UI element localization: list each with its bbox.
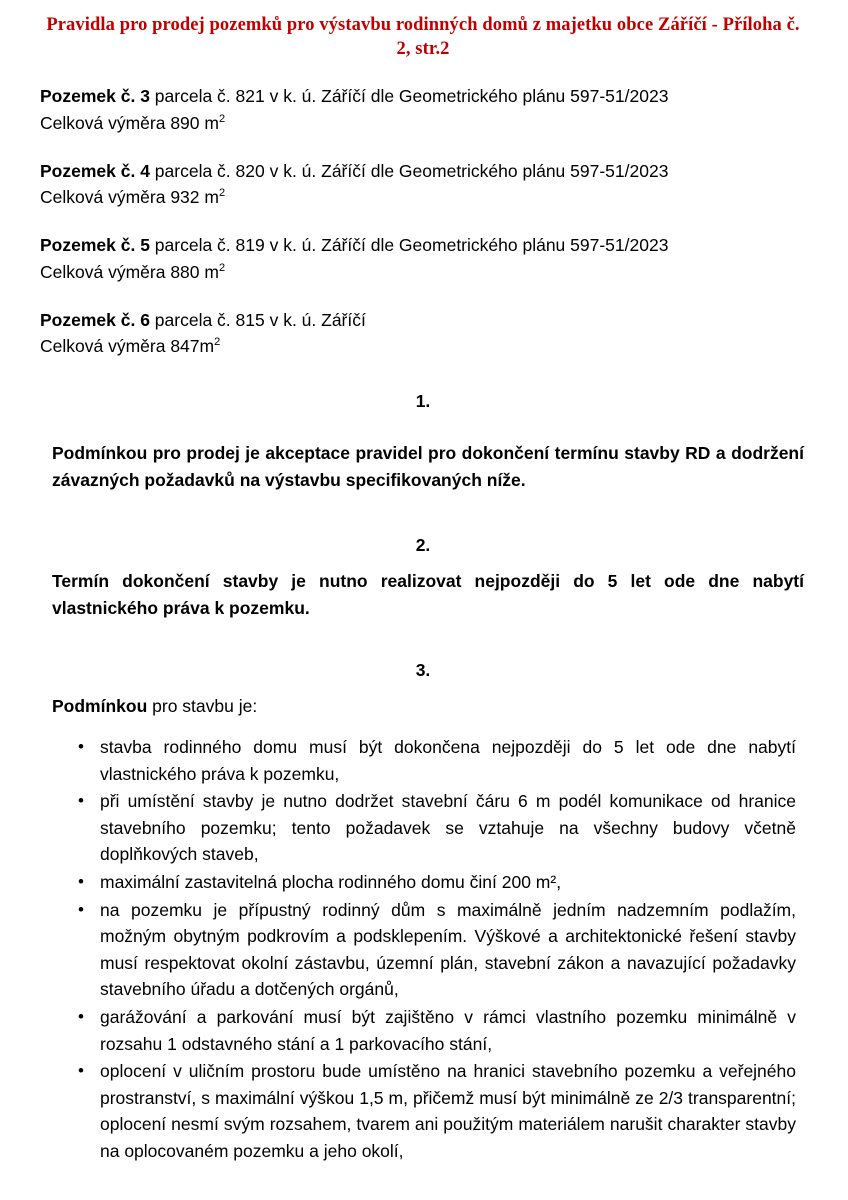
parcel-area xyxy=(40,184,808,210)
parcel-area xyxy=(40,333,808,359)
section-number-3: 3. xyxy=(415,659,431,680)
parcel-heading xyxy=(40,307,808,333)
page-title: Pravidla pro prodej pozemků pro výstavbu rodinných domů z majetku obce Záříčí - Příloha č. 2, str.2 xyxy=(46,15,800,59)
section-3-lead-rest: pro stavbu je: xyxy=(147,695,258,716)
parcel-area-text: Celková výměra 932 m xyxy=(40,187,219,208)
conditions-list xyxy=(38,734,808,1165)
parcel-detail: parcela č. 815 v k. ú. Záříčí xyxy=(154,309,366,330)
parcel-area xyxy=(40,110,808,136)
parcel-label: Pozemek č. 5 xyxy=(40,235,150,256)
parcel-area-superscript: 2 xyxy=(214,336,221,349)
section-3-lead-bold: Podmínkou xyxy=(52,695,148,716)
section-text-1: Podmínkou pro prodej je akceptace pravidel pro dokončení termínu stavby RD a dodržení závazných požadavků na výstavbu specifikovaných níže. xyxy=(52,443,804,491)
parcel-heading xyxy=(40,158,808,184)
list-item: • oplocení v uličním prostoru bude umístěno na hranici stavebního pozemku a veřejného prostranství, s maximální výškou 1,5 m, přičemž musí být minimálně ze 2/3 transparentní; oplocení nesmí svým rozsahem, tvarem ani použitým materiálem narušit charakter stavby na oplocovaném pozemku a jeho okolí, xyxy=(100,1058,808,1164)
parcel-heading xyxy=(40,232,808,258)
parcel-label: Pozemek č. 6 xyxy=(40,309,150,330)
parcel-entry-5 xyxy=(38,232,808,285)
section-text-2: Termín dokončení stavby je nutno realizovat nejpozději do 5 let ode dne nabytí vlastnického práva k pozemku. xyxy=(52,570,804,618)
parcel-detail: parcela č. 819 v k. ú. Záříčí dle Geometrického plánu 597-51/2023 xyxy=(154,235,669,256)
parcel-area-superscript: 2 xyxy=(218,112,226,125)
parcel-detail: parcela č. 821 v k. ú. Záříčí dle Geometrického plánu 597-51/2023 xyxy=(154,86,669,107)
section-text-3 xyxy=(38,693,808,720)
parcel-entry-3 xyxy=(38,83,808,136)
parcel-entry-6 xyxy=(38,307,808,360)
parcel-label: Pozemek č. 3 xyxy=(40,86,150,107)
parcel-label: Pozemek č. 4 xyxy=(40,160,150,181)
list-item: • stavba rodinného domu musí být dokončena nejpozději do 5 let ode dne nabytí vlastnického práva k pozemku, xyxy=(100,734,808,787)
parcel-area-text: Celková výměra 890 m xyxy=(40,112,219,133)
list-item: • garážování a parkování musí být zajištěno v rámci vlastního pozemku minimálně v rozsahu 1 odstavného stání a 1 parkovacího stání, xyxy=(100,1004,808,1057)
list-item: • na pozemku je přípustný rodinný dům s maximálně jedním nadzemním podlažím, možným obytným podkrovím a podsklepením. Výškové a architektonické řešení stavby musí respektovat okolní zástavbu, územní plán, stavební zákon a navazující požadavky stavebního úřadu a dotčených orgánů, xyxy=(100,897,808,1003)
list-item: • při umístění stavby je nutno dodržet stavební čáru 6 m podél komunikace od hranice stavebního pozemku; tento požadavek se vztahuje na všechny budovy včetně doplňkových staveb, xyxy=(100,788,808,868)
list-item: • maximální zastavitelná plocha rodinného domu činí 200 m², xyxy=(100,869,808,896)
section-number-2: 2. xyxy=(415,534,431,555)
parcel-area-text: Celková výměra 880 m xyxy=(40,261,219,282)
section-number-1: 1. xyxy=(415,391,431,412)
parcel-detail: parcela č. 820 v k. ú. Záříčí dle Geometrického plánu 597-51/2023 xyxy=(154,160,669,181)
parcel-heading xyxy=(40,83,808,109)
parcel-area-superscript: 2 xyxy=(218,261,226,274)
parcel-area xyxy=(40,259,808,285)
parcel-entry-4 xyxy=(38,158,808,211)
parcel-area-superscript: 2 xyxy=(218,187,226,200)
parcel-area-text: Celková výměra 847m xyxy=(40,336,215,357)
